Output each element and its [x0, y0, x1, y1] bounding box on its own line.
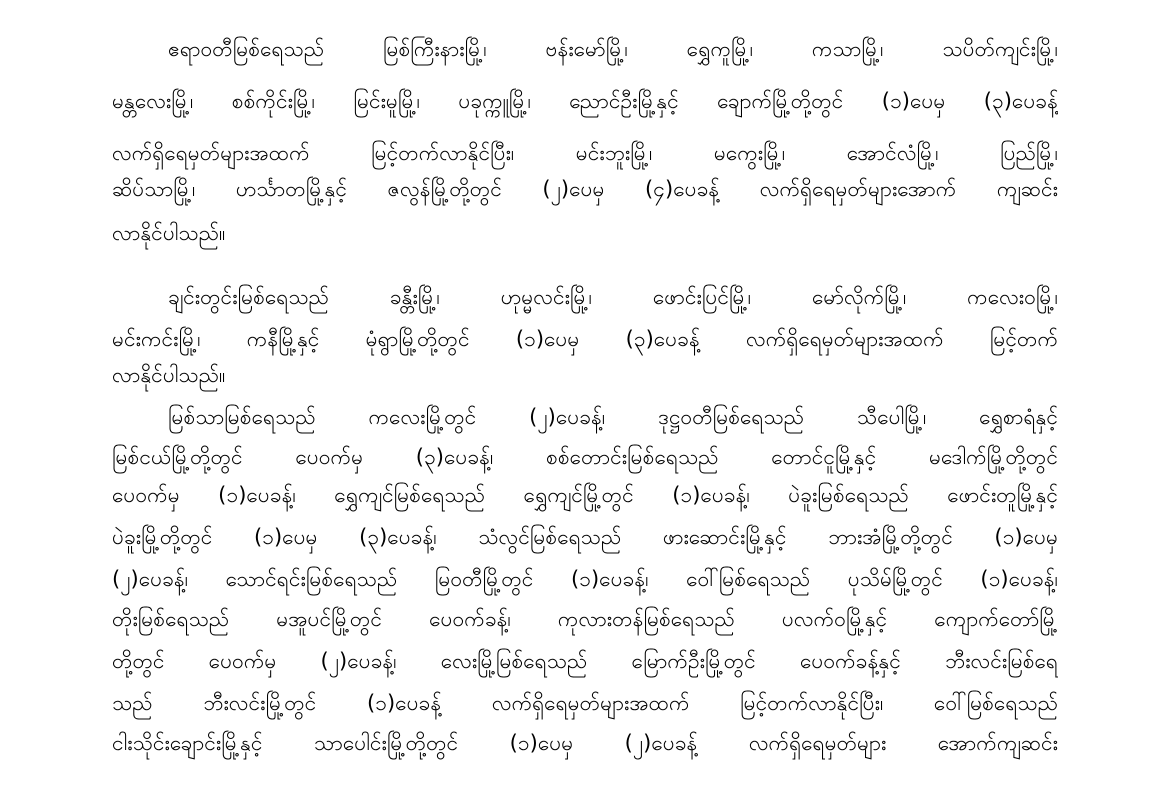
text-line: ပဲခူးမြို့တို့တွင် (၁)ပေမှ (၃)ပေခန့်၊ သံလွင်မြစ်ရေသည် ဖားဆောင်းမြို့နှင့် ဘားအံမြို့တို့တွင် (၁)ပေမှ: [112, 525, 1058, 549]
text-line: သည် ဘီးလင်းမြို့တွင် (၁)ပေခန့် လက်ရှိရေမှတ်များအထက် မြင့်တက်လာနိုင်ပြီး၊ ဝေါ်မြစ်ရေသည်: [112, 691, 1058, 715]
text-line: ငါးသိုင်းချောင်းမြို့နှင့် သာပေါင်းမြို့တို့တွင် (၁)ပေမှ (၂)ပေခန့် လက်ရှိရေမှတ်များ အောက်ကျဆင်း: [112, 731, 1058, 755]
text-line: မြစ်သာမြစ်ရေသည် ကလေးမြို့တွင် (၂)ပေခန့်၊ ဒုဋ္ဌဝတီမြစ်ရေသည် သီပေါမြို့၊ ရွှေစာရံနှင့်: [168, 405, 1058, 429]
text-line: တိုးမြစ်ရေသည် မအူပင်မြို့တွင် ပေဝက်ခန့်၊ ကုလားတန်မြစ်ရေသည် ပလက်ဝမြို့နှင့် ကျောက်တော်မြို့: [112, 607, 1058, 631]
text-line: လက်ရှိရေမှတ်များအထက် မြင့်တက်လာနိုင်ပြီး၊ မင်းဘူးမြို့၊ မကွေးမြို့၊ အောင်လံမြို့၊ ပြည်မြို့၊: [112, 141, 1058, 165]
text-line: ဧရာဝတီမြစ်ရေသည် မြစ်ကြီးနားမြို့၊ ဗန်းမော်မြို့၊ ရွှေကူမြို့၊ ကသာမြို့၊ သပိတ်ကျင်းမြို့၊: [168, 37, 1058, 61]
text-line: မင်းကင်းမြို့၊ ကနီမြို့နှင့် မုံရွာမြို့တို့တွင် (၁)ပေမှ (၃)ပေခန့် လက်ရှိရေမှတ်များအထက် မြင့်တက်: [112, 327, 1058, 351]
text-line: ချင်းတွင်းမြစ်ရေသည် ခန္တီးမြို့၊ ဟုမ္မလင်းမြို့၊ ဖောင်းပြင်မြို့၊ မော်လိုက်မြို့၊ ကလေးဝမြို့၊: [168, 285, 1058, 309]
text-line: ဆိပ်သာမြို့၊ ဟင်္သာတမြို့နှင့် ဇလွန်မြို့တို့တွင် (၂)ပေမှ (၄)ပေခန့် လက်ရှိရေမှတ်များအောက် ကျဆင်း: [112, 177, 1058, 201]
text-line: လာနိုင်ပါသည်။: [112, 363, 226, 387]
text-line: တို့တွင် ပေဝက်မှ (၂)ပေခန့်၊ လေးမြို့မြစ်ရေသည် မြောက်ဦးမြို့တွင် ပေဝက်ခန့်နှင့် ဘီးလင်းမြစ်ရေ: [112, 649, 1058, 673]
text-line: မန္တလေးမြို့၊ စစ်ကိုင်းမြို့၊ မြင်းမူမြို့၊ ပခုက္ကူမြို့၊ ညောင်ဦးမြို့နှင့် ချောက်မြို့တို့တွင် (၁)ပေမှ (၃)ပေခန့်: [112, 89, 1058, 113]
text-line: မြစ်ငယ်မြို့တို့တွင် ပေဝက်မှ (၃)ပေခန့်၊ စစ်တောင်းမြစ်ရေသည် တောင်ငူမြို့နှင့် မဒေါက်မြို့တို့တွင်: [112, 445, 1058, 469]
text-line: လာနိုင်ပါသည်။: [112, 221, 226, 245]
text-line: ပေဝက်မှ (၁)ပေခန့်၊ ရွှေကျင်မြစ်ရေသည် ရွှေကျင်မြို့တွင် (၁)ပေခန့်၊ ပဲခူးမြစ်ရေသည် ဖောင်းတူမြို့နှင့်: [112, 483, 1058, 507]
text-line: (၂)ပေခန့်၊ သောင်ရင်းမြစ်ရေသည် မြဝတီမြို့တွင် (၁)ပေခန့်၊ ဝေါ်မြစ်ရေသည် ပုသိမ်မြို့တွင် (၁)ပေခန့်၊: [112, 567, 1058, 591]
